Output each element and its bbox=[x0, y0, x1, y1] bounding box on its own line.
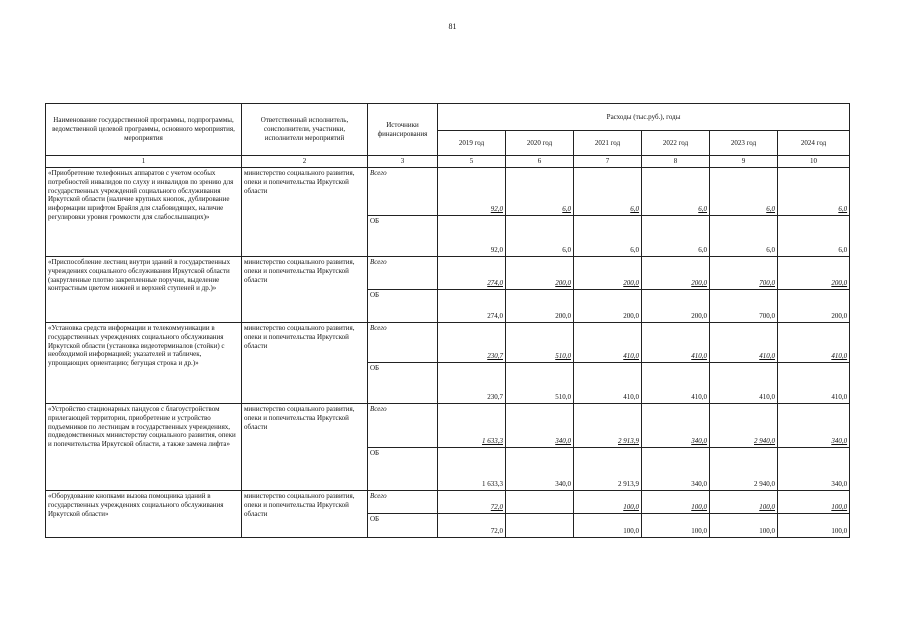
ob-value: 100,0 bbox=[710, 514, 778, 538]
total-value: 2 913,9 bbox=[574, 404, 642, 448]
measure-responsible: министерство социального развития, опеки и попечительства Иркутской области bbox=[242, 257, 368, 323]
total-value: 700,0 bbox=[710, 257, 778, 290]
ob-value: 410,0 bbox=[642, 363, 710, 404]
ob-value: 410,0 bbox=[574, 363, 642, 404]
total-value: 274,0 bbox=[438, 257, 506, 290]
total-value: 200,0 bbox=[574, 257, 642, 290]
total-value: 92,0 bbox=[438, 168, 506, 216]
ob-value: 230,7 bbox=[438, 363, 506, 404]
total-value: 100,0 bbox=[710, 491, 778, 514]
header-responsible: Ответственный исполнитель, соисполнители, участники, исполнители мероприятий bbox=[242, 104, 368, 156]
measure-row-total bbox=[46, 323, 850, 363]
total-value: 230,7 bbox=[438, 323, 506, 363]
total-value: 410,0 bbox=[574, 323, 642, 363]
total-value: 340,0 bbox=[778, 404, 850, 448]
measure-row-total bbox=[46, 257, 850, 290]
ob-value: 6,0 bbox=[778, 216, 850, 257]
total-value: 100,0 bbox=[778, 491, 850, 514]
column-number: 8 bbox=[642, 156, 710, 168]
header-year: 2024 год bbox=[778, 131, 850, 156]
column-number: 9 bbox=[710, 156, 778, 168]
ob-value bbox=[506, 514, 574, 538]
budget-table bbox=[45, 103, 850, 538]
ob-value: 700,0 bbox=[710, 290, 778, 323]
ob-value: 72,0 bbox=[438, 514, 506, 538]
column-number-row bbox=[46, 156, 850, 168]
ob-value: 2 913,9 bbox=[574, 448, 642, 491]
header-year: 2023 год bbox=[710, 131, 778, 156]
ob-value: 92,0 bbox=[438, 216, 506, 257]
total-value: 410,0 bbox=[710, 323, 778, 363]
measure-row-total bbox=[46, 491, 850, 514]
column-number: 2 bbox=[242, 156, 368, 168]
header-year: 2020 год bbox=[506, 131, 574, 156]
ob-value: 2 940,0 bbox=[710, 448, 778, 491]
measure-responsible: министерство социального развития, опеки и попечительства Иркутской области bbox=[242, 323, 368, 404]
ob-value: 410,0 bbox=[710, 363, 778, 404]
measure-description: «Приобретение телефонных аппаратов с учетом особых потребностей инвалидов по слуху и инвалидов по зрению для государственных учреждений социального обслуживания Иркутской области (наличие крупных кнопок, дублирование информации шрифтом Брайля для слабовидящих, наличие регулировки уровня громкости для слабослышащих)» bbox=[46, 168, 242, 257]
measure-row-total bbox=[46, 168, 850, 216]
total-value bbox=[506, 491, 574, 514]
header-year: 2019 год bbox=[438, 131, 506, 156]
total-value: 6,0 bbox=[506, 168, 574, 216]
page-number: 81 bbox=[448, 22, 457, 31]
measure-description: «Устройство стационарных пандусов с благоустройством прилегающей территории, приобретение и устройство подъемников по лестницам в государственных учреждениях, подведомственных министерству социального развития, опеки и попечительства Иркутской области, а также замена лифта» bbox=[46, 404, 242, 491]
total-value: 1 633,3 bbox=[438, 404, 506, 448]
total-value: 6,0 bbox=[574, 168, 642, 216]
column-number: 10 bbox=[778, 156, 850, 168]
total-value: 410,0 bbox=[642, 323, 710, 363]
source-total-label: Всего bbox=[368, 404, 438, 448]
ob-value: 200,0 bbox=[778, 290, 850, 323]
measure-description: «Приспособление лестниц внутри зданий в государственных учреждениях социального обслуживания Иркутской области (закругленные плотно закрепленные поручни, выделение контрастным цветом нижней и верхней ступеней и др.)» bbox=[46, 257, 242, 323]
total-value: 340,0 bbox=[642, 404, 710, 448]
measure-responsible: министерство социального развития, опеки и попечительства Иркутской области bbox=[242, 168, 368, 257]
measure-responsible: министерство социального развития, опеки и попечительства Иркутской области bbox=[242, 491, 368, 538]
source-total-label: Всего bbox=[368, 491, 438, 514]
measure-row-total bbox=[46, 404, 850, 448]
ob-value: 6,0 bbox=[506, 216, 574, 257]
measure-description: «Оборудование кнопками вызова помощника зданий в государственных учреждениях социального обслуживания Иркутской области» bbox=[46, 491, 242, 538]
header-program: Наименование государственной программы, подпрограммы, ведомственной целевой программы, основного мероприятия, мероприятия bbox=[46, 104, 242, 156]
total-value: 200,0 bbox=[642, 257, 710, 290]
ob-value: 200,0 bbox=[574, 290, 642, 323]
measure-responsible: министерство социального развития, опеки и попечительства Иркутской области bbox=[242, 404, 368, 491]
ob-value: 100,0 bbox=[642, 514, 710, 538]
column-number: 7 bbox=[574, 156, 642, 168]
measure-description: «Установка средств информации и телекоммуникации в государственных учреждениях социального обслуживания Иркутской области (установка видеотерминалов (стойки) с необходимой информацией; указателей и табличек, упрощающих ориентацию; бегущая строка и др.)» bbox=[46, 323, 242, 404]
ob-value: 200,0 bbox=[642, 290, 710, 323]
ob-value: 410,0 bbox=[778, 363, 850, 404]
ob-value: 100,0 bbox=[574, 514, 642, 538]
column-number: 5 bbox=[438, 156, 506, 168]
ob-value: 6,0 bbox=[710, 216, 778, 257]
total-value: 200,0 bbox=[506, 257, 574, 290]
total-value: 6,0 bbox=[710, 168, 778, 216]
total-value: 340,0 bbox=[506, 404, 574, 448]
source-ob-label: ОБ bbox=[368, 216, 438, 257]
ob-value: 340,0 bbox=[506, 448, 574, 491]
ob-value: 6,0 bbox=[574, 216, 642, 257]
total-value: 6,0 bbox=[642, 168, 710, 216]
header-source: Источники финансирования bbox=[368, 104, 438, 156]
source-total-label: Всего bbox=[368, 257, 438, 290]
total-value: 510,0 bbox=[506, 323, 574, 363]
ob-value: 510,0 bbox=[506, 363, 574, 404]
source-ob-label: ОБ bbox=[368, 290, 438, 323]
total-value: 100,0 bbox=[642, 491, 710, 514]
ob-value: 100,0 bbox=[778, 514, 850, 538]
total-value: 200,0 bbox=[778, 257, 850, 290]
total-value: 410,0 bbox=[778, 323, 850, 363]
column-number: 6 bbox=[506, 156, 574, 168]
total-value: 6,0 bbox=[778, 168, 850, 216]
ob-value: 340,0 bbox=[642, 448, 710, 491]
source-ob-label: ОБ bbox=[368, 448, 438, 491]
source-ob-label: ОБ bbox=[368, 363, 438, 404]
source-total-label: Всего bbox=[368, 168, 438, 216]
total-value: 100,0 bbox=[574, 491, 642, 514]
source-total-label: Всего bbox=[368, 323, 438, 363]
total-value: 2 940,0 bbox=[710, 404, 778, 448]
ob-value: 340,0 bbox=[778, 448, 850, 491]
header-expenses: Расходы (тыс.руб.), годы bbox=[438, 104, 850, 131]
header-year: 2021 год bbox=[574, 131, 642, 156]
column-number: 3 bbox=[368, 156, 438, 168]
column-number: 1 bbox=[46, 156, 242, 168]
ob-value: 1 633,3 bbox=[438, 448, 506, 491]
ob-value: 200,0 bbox=[506, 290, 574, 323]
ob-value: 6,0 bbox=[642, 216, 710, 257]
total-value: 72,0 bbox=[438, 491, 506, 514]
header-year: 2022 год bbox=[642, 131, 710, 156]
source-ob-label: ОБ bbox=[368, 514, 438, 538]
ob-value: 274,0 bbox=[438, 290, 506, 323]
